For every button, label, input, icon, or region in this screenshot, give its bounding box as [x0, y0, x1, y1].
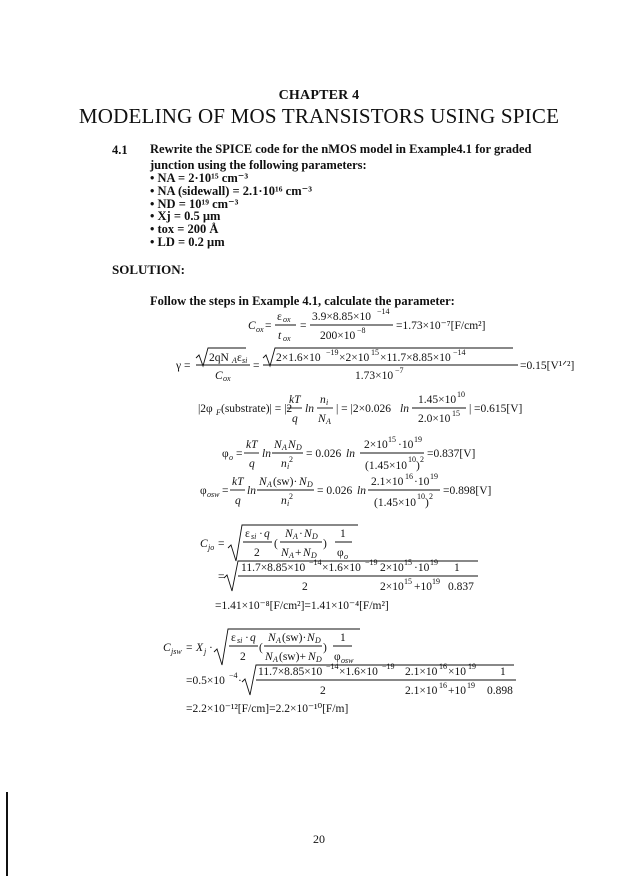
svg-text:2.1×10: 2.1×10: [371, 476, 404, 488]
svg-text:=: =: [253, 360, 260, 372]
equation-cjo: [200, 525, 478, 612]
svg-text:C: C: [163, 642, 171, 654]
svg-text:ox: ox: [283, 334, 291, 343]
svg-text:N: N: [274, 439, 282, 451]
svg-text:q: q: [292, 413, 298, 425]
svg-text:16: 16: [405, 472, 413, 481]
svg-text:A: A: [276, 636, 281, 645]
svg-text:ε: ε: [231, 632, 236, 644]
svg-text:i: i: [287, 499, 290, 508]
svg-text:=: =: [265, 320, 272, 332]
svg-text:t: t: [278, 330, 282, 342]
svg-text:C: C: [248, 320, 256, 332]
svg-text:osw: osw: [341, 656, 354, 665]
svg-text:φ: φ: [334, 651, 341, 663]
svg-text:q: q: [264, 528, 270, 540]
svg-text:N: N: [308, 651, 316, 663]
svg-text:ε: ε: [237, 352, 242, 364]
svg-text:φ: φ: [337, 547, 344, 559]
svg-text:γ =: γ =: [176, 360, 191, 372]
svg-text:jsw: jsw: [171, 647, 182, 656]
svg-text:=: =: [218, 538, 225, 550]
phio-result: =0.837[V]: [427, 448, 476, 460]
svg-text:(sw)·: (sw)·: [273, 476, 298, 488]
svg-text:si: si: [242, 356, 248, 365]
svg-text:−14: −14: [377, 307, 390, 316]
svg-text:−19: −19: [365, 558, 378, 567]
svg-text:2×10: 2×10: [380, 562, 404, 574]
svg-text:1: 1: [454, 562, 460, 574]
svg-text:A: A: [293, 532, 298, 541]
svg-text:C: C: [200, 538, 208, 550]
cox-result: =1.73×10⁻⁷[F/cm²]: [396, 320, 486, 332]
svg-text:·: ·: [259, 528, 263, 540]
svg-text:ln: ln: [247, 485, 256, 497]
svg-text:X: X: [196, 642, 204, 654]
svg-text:11.7×8.85×10: 11.7×8.85×10: [258, 666, 323, 678]
svg-text:19: 19: [430, 472, 438, 481]
svg-text:A: A: [273, 655, 278, 664]
param-nd: • ND = 10¹⁹ cm⁻³: [150, 198, 312, 211]
equation-phio: [222, 435, 475, 472]
svg-text:ε: ε: [245, 528, 250, 540]
svg-text:15: 15: [404, 558, 412, 567]
svg-text:=: =: [186, 642, 193, 654]
svg-text:×1.6×10: ×1.6×10: [339, 666, 378, 678]
svg-text:q: q: [235, 495, 241, 507]
svg-text:o: o: [229, 453, 233, 462]
svg-text:n: n: [281, 495, 287, 507]
svg-text:A: A: [232, 356, 237, 365]
svg-text:19: 19: [467, 681, 475, 690]
equation-cjsw: [163, 629, 516, 715]
svg-text:·: ·: [299, 528, 303, 540]
svg-text:C: C: [215, 370, 223, 382]
svg-text:kT: kT: [246, 439, 258, 451]
svg-text:1: 1: [340, 528, 346, 540]
svg-text:15: 15: [388, 435, 396, 444]
svg-text:3.9×8.85×10: 3.9×8.85×10: [312, 311, 371, 323]
svg-text:=: =: [236, 448, 243, 460]
svg-text:=0.5×10: =0.5×10: [186, 675, 225, 687]
svg-text:A: A: [326, 417, 331, 426]
svg-text:kT: kT: [289, 394, 301, 406]
svg-text:×10: ×10: [448, 666, 466, 678]
param-na-sidewall: • NA (sidewall) = 2.1·10¹⁶ cm⁻³: [150, 185, 312, 198]
svg-text:D: D: [312, 532, 318, 541]
svg-text:15: 15: [371, 348, 379, 357]
svg-text:·10: ·10: [414, 476, 430, 488]
svg-text:−8: −8: [357, 326, 366, 335]
svg-text:−14: −14: [309, 558, 322, 567]
svg-text:(sw)+: (sw)+: [279, 651, 306, 663]
svg-text:19: 19: [430, 558, 438, 567]
svg-text:N: N: [259, 476, 267, 488]
svg-text:N: N: [265, 651, 273, 663]
svg-text:200×10: 200×10: [320, 330, 356, 342]
svg-text:A: A: [289, 551, 294, 560]
svg-text:−19: −19: [326, 348, 339, 357]
svg-text:2: 2: [320, 685, 326, 697]
svg-text:1.45×10: 1.45×10: [418, 394, 457, 406]
svg-text:N: N: [299, 476, 307, 488]
svg-text:D: D: [316, 655, 322, 664]
svg-text:): ): [323, 642, 327, 654]
svg-text:2: 2: [289, 492, 293, 501]
svg-text:ox: ox: [223, 374, 231, 383]
svg-text:n: n: [320, 394, 326, 406]
svg-text:+10: +10: [448, 685, 466, 697]
svg-text:D: D: [315, 636, 321, 645]
solution-heading: SOLUTION:: [112, 262, 185, 277]
equation-phif: [198, 390, 522, 426]
svg-text:N: N: [285, 528, 293, 540]
svg-text:q: q: [250, 632, 256, 644]
svg-text:2×10: 2×10: [380, 581, 404, 593]
svg-text:): ): [416, 460, 420, 472]
svg-text:D: D: [307, 480, 313, 489]
svg-text:15: 15: [452, 409, 460, 418]
svg-text:(: (: [259, 642, 263, 654]
svg-text:11.7×8.85×10: 11.7×8.85×10: [241, 562, 306, 574]
svg-text:15: 15: [404, 577, 412, 586]
phif-result: =0.615[V]: [474, 403, 523, 415]
svg-text:j: j: [204, 647, 207, 656]
svg-text:φ: φ: [200, 485, 207, 497]
svg-text:N: N: [318, 413, 326, 425]
svg-text:2.1×10: 2.1×10: [405, 666, 438, 678]
problem-statement: Rewrite the SPICE code for the nMOS model in Example4.1 for graded junction using the following parameters:: [150, 142, 532, 172]
svg-text:2qN: 2qN: [209, 352, 229, 364]
svg-text:(: (: [274, 538, 278, 550]
solution-intro: Follow the steps in Example 4.1, calculate the parameter:: [150, 294, 455, 308]
svg-text:| = |2×0.026: | = |2×0.026: [336, 403, 391, 415]
svg-text:D: D: [296, 443, 302, 452]
equation-phiosw: [200, 472, 491, 509]
chapter-label: CHAPTER 4: [278, 88, 360, 103]
svg-text:19: 19: [414, 435, 422, 444]
svg-text:+: +: [295, 547, 302, 559]
svg-text:=: =: [300, 320, 307, 332]
svg-text:16: 16: [439, 662, 447, 671]
svg-text:+10: +10: [414, 581, 432, 593]
svg-text:N: N: [307, 632, 315, 644]
svg-text:): ): [425, 497, 429, 509]
svg-text:si: si: [251, 532, 257, 541]
svg-text:n: n: [281, 458, 287, 470]
svg-text:F: F: [216, 408, 221, 417]
svg-text:ln: ln: [400, 403, 409, 415]
svg-text:si: si: [237, 636, 243, 645]
svg-text:ox: ox: [256, 325, 264, 334]
svg-text:2×10: 2×10: [364, 439, 388, 451]
cjo-result: =1.41×10⁻⁸[F/cm²]=1.41×10⁻⁴[F/m²]: [215, 600, 389, 612]
svg-text:1.73×10: 1.73×10: [355, 370, 394, 382]
svg-text:−4: −4: [229, 671, 238, 680]
svg-text:2: 2: [302, 581, 308, 593]
svg-text:ox: ox: [283, 315, 291, 324]
svg-text:jo: jo: [208, 543, 215, 552]
svg-text:0.898: 0.898: [487, 685, 513, 697]
param-tox: • tox = 200 Å: [150, 223, 312, 236]
svg-text:ln: ln: [262, 448, 271, 460]
svg-text:ln: ln: [305, 403, 314, 415]
phiosw-result: =0.898[V]: [443, 485, 492, 497]
svg-text:1: 1: [340, 632, 346, 644]
svg-text:=: =: [218, 571, 225, 583]
svg-text:D: D: [311, 551, 317, 560]
svg-text:N: N: [288, 439, 296, 451]
svg-text:16: 16: [439, 681, 447, 690]
svg-text:A: A: [282, 443, 287, 452]
svg-text:·10: ·10: [398, 439, 414, 451]
svg-text:×2×10: ×2×10: [339, 352, 370, 364]
svg-text:φ: φ: [222, 448, 229, 460]
svg-text:ε: ε: [277, 311, 282, 323]
svg-text:1: 1: [500, 666, 506, 678]
svg-text:2: 2: [420, 455, 424, 464]
svg-text:×11.7×8.85×10: ×11.7×8.85×10: [380, 352, 451, 364]
chapter-title: MODELING OF MOS TRANSISTORS USING SPICE: [78, 104, 560, 128]
svg-text:): ): [323, 538, 327, 550]
cjsw-result: =2.2×10⁻¹²[F/cm]=2.2×10⁻¹⁰[F/m]: [186, 703, 349, 715]
svg-text:−14: −14: [453, 348, 466, 357]
svg-text:−14: −14: [326, 662, 339, 671]
svg-text:N: N: [304, 528, 312, 540]
svg-text:19: 19: [468, 662, 476, 671]
svg-text:osw: osw: [207, 490, 220, 499]
svg-text:·: ·: [209, 642, 213, 654]
svg-text:2×1.6×10: 2×1.6×10: [276, 352, 321, 364]
svg-text:= 0.026: = 0.026: [306, 448, 342, 460]
svg-text:×1.6×10: ×1.6×10: [322, 562, 361, 574]
svg-text:N: N: [303, 547, 311, 559]
svg-text:2: 2: [254, 547, 260, 559]
svg-text:|2φ: |2φ: [198, 403, 213, 415]
param-na: • NA = 2·10¹⁵ cm⁻³: [150, 172, 312, 185]
svg-text:0.837: 0.837: [448, 581, 474, 593]
svg-text:·: ·: [238, 675, 242, 687]
svg-text:A: A: [267, 480, 272, 489]
page-number: 20: [313, 832, 325, 846]
svg-text:(1.45×10: (1.45×10: [365, 460, 407, 472]
param-xj: • Xj = 0.5 µm: [150, 210, 312, 223]
svg-text:·: ·: [245, 632, 249, 644]
svg-text:10: 10: [417, 492, 425, 501]
equation-cox: [248, 307, 485, 343]
svg-text:ln: ln: [346, 448, 355, 460]
gamma-result: =0.15[V¹ᐟ²]: [520, 360, 575, 372]
svg-text:q: q: [249, 458, 255, 470]
svg-text:·10: ·10: [414, 562, 430, 574]
svg-text:ln: ln: [357, 485, 366, 497]
svg-text:2.0×10: 2.0×10: [418, 413, 451, 425]
svg-text:(sw)·: (sw)·: [282, 632, 307, 644]
margin-line: [6, 792, 8, 876]
svg-text:kT: kT: [232, 476, 244, 488]
svg-text:19: 19: [432, 577, 440, 586]
equation-gamma: [175, 348, 574, 383]
svg-text:2: 2: [429, 492, 433, 501]
svg-text:−7: −7: [395, 366, 404, 375]
svg-text:= 0.026: = 0.026: [317, 485, 353, 497]
svg-text:10: 10: [457, 390, 465, 399]
problem-number: 4.1: [112, 143, 128, 157]
svg-text:o: o: [344, 552, 348, 561]
svg-text:2: 2: [240, 651, 246, 663]
svg-text:i: i: [326, 398, 329, 407]
param-ld: • LD = 0.2 µm: [150, 236, 312, 249]
svg-text:=: =: [222, 485, 229, 497]
svg-text:2: 2: [289, 455, 293, 464]
svg-text:N: N: [268, 632, 276, 644]
svg-text:−19: −19: [382, 662, 395, 671]
svg-text:N: N: [281, 547, 289, 559]
svg-text:10: 10: [408, 455, 416, 464]
svg-text:i: i: [287, 462, 290, 471]
svg-text:|: |: [469, 403, 472, 415]
svg-text:2.1×10: 2.1×10: [405, 685, 438, 697]
svg-text:(1.45×10: (1.45×10: [374, 497, 416, 509]
svg-text:(substrate)| = |2: (substrate)| = |2: [221, 403, 293, 415]
